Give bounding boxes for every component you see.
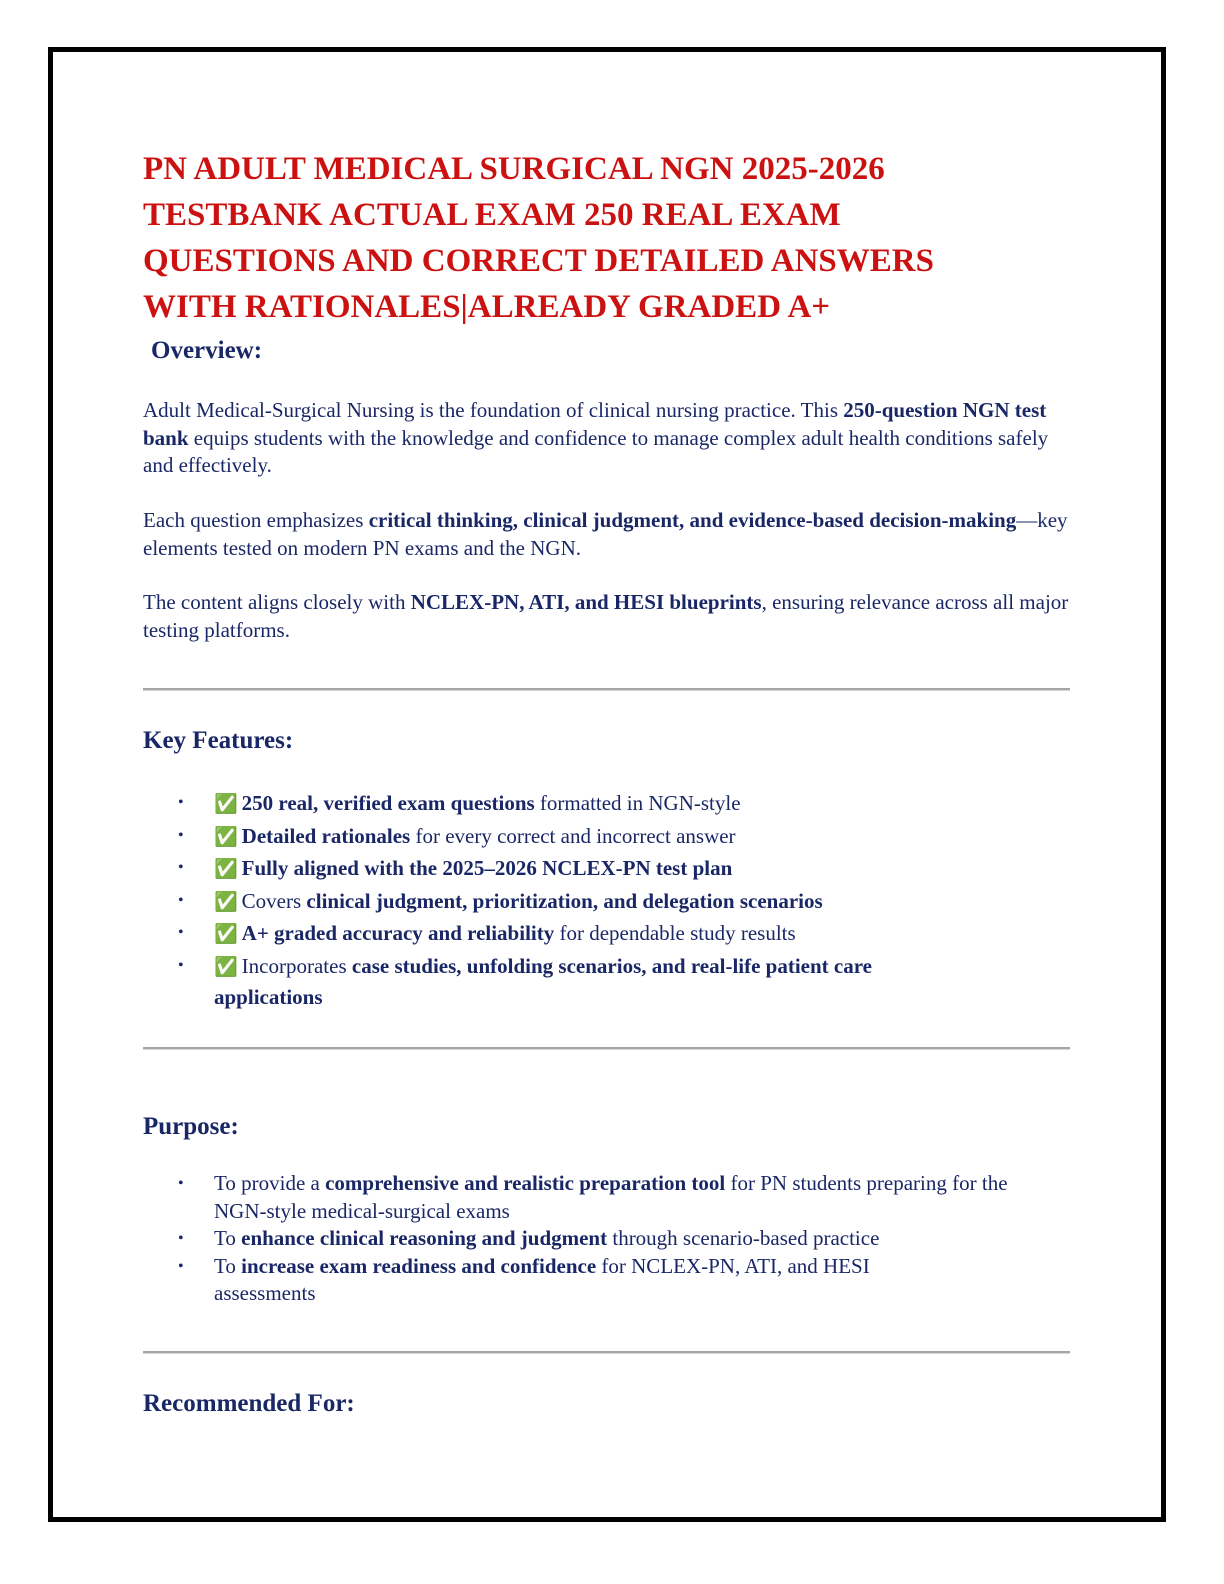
list-item: • To increase exam readiness and confidence for NCLEX-PN, ATI, and HESI assessments [178,1253,870,1305]
overview-paragraph-3: The content aligns closely with NCLEX-PN, ATI, and HESI blueprints, ensuring relevance across all major testing platforms. [143,590,1069,642]
title-line-1: PN ADULT MEDICAL SURGICAL NGN 2025-2026 [143,151,885,187]
list-item: • To provide a comprehensive and realistic preparation tool for PN students preparing for the NGN-style medical-surgical exams [178,1171,1008,1223]
list-item: • ✅ Fully aligned with the 2025–2026 NCLEX-PN test plan [178,856,733,880]
title-line-3: QUESTIONS AND CORRECT DETAILED ANSWERS [143,243,934,279]
overview-paragraph-1: Adult Medical-Surgical Nursing is the foundation of clinical nursing practice. This 250-question NGN test bank equips students with the knowledge and confidence to manage complex adult health conditions safely and effectively. [143,398,1049,477]
checkmark-icon: ✅ [214,858,238,880]
divider [143,1351,1070,1354]
key-features-heading: Key Features: [143,727,294,754]
key-features-list [143,788,1073,1013]
document-title [143,146,1083,330]
checkmark-icon: ✅ [214,890,238,913]
title-line-4: WITH RATIONALES|ALREADY GRADED A+ [143,289,831,325]
checkmark-icon: ✅ [214,923,238,945]
purpose-list [143,1170,1073,1308]
divider [143,1047,1070,1050]
list-item: • ✅ A+ graded accuracy and reliability for dependable study results [178,921,796,945]
checkmark-icon: ✅ [214,825,238,848]
list-item: • ✅ Covers clinical judgment, prioritization, and delegation scenarios [178,888,823,913]
title-line-2: TESTBANK ACTUAL EXAM 250 REAL EXAM [143,197,841,233]
overview-heading: Overview: [151,337,263,364]
purpose-heading: Purpose: [143,1113,239,1140]
list-item: • To enhance clinical reasoning and judgment through scenario-based practice [178,1226,880,1250]
list-item: • ✅ Detailed rationales for every correct and incorrect answer [178,823,736,848]
divider [143,688,1070,691]
recommended-heading: Recommended For: [143,1390,355,1417]
list-item: • ✅ Incorporates case studies, unfolding scenarios, and real-life patient care applications [178,953,873,1009]
checkmark-icon: ✅ [214,955,238,978]
list-item: • ✅ 250 real, verified exam questions formatted in NGN-style [178,791,741,815]
checkmark-icon: ✅ [214,793,238,815]
overview-paragraph-2: Each question emphasizes critical thinking, clinical judgment, and evidence-based decision-making—key elements tested on modern PN exams and the NGN. [143,508,1068,560]
